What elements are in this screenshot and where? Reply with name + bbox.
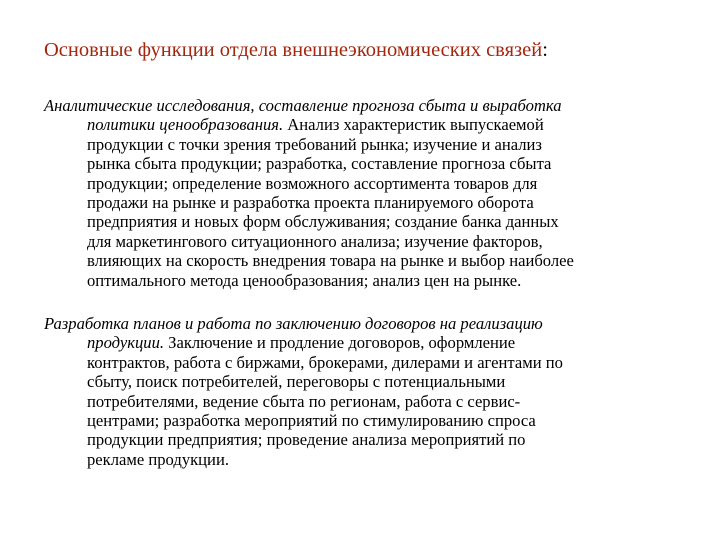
paragraph-line [44, 232, 684, 251]
paragraph-line [44, 115, 684, 134]
paragraph-text: контрактов, работа с биржами, брокерами, дилерами и агентами по [87, 352, 563, 372]
paragraph-line [44, 271, 684, 290]
paragraph-italic-text: Аналитические исследования, составление прогноза сбыта и выработка [44, 96, 562, 115]
paragraph-text: сбыту, поиск потребителей, переговоры с потенциальными [87, 372, 506, 392]
paragraph-text: потребителями, ведение сбыта по регионам, работа с сервис- [87, 391, 521, 411]
paragraph-line [44, 333, 684, 352]
paragraph-line [44, 193, 684, 212]
paragraph-text: продукции предприятия; проведение анализа мероприятий по [87, 430, 526, 450]
paragraph-text: продукции; определение возможного ассортимента товаров для [87, 173, 538, 193]
paragraph-line [44, 372, 684, 391]
paragraph-contracts [44, 314, 684, 469]
paragraph-italic-text: политики ценообразования. [87, 115, 284, 135]
paragraph-line [44, 411, 684, 430]
paragraph-text: оптимального метода ценообразования; анализ цен на рынке. [87, 270, 522, 290]
slide-title-colon: : [542, 39, 548, 61]
paragraph-line [44, 392, 684, 411]
paragraph-line [44, 135, 684, 154]
paragraph-line [44, 314, 684, 333]
paragraph-text: предприятия и новых форм обслуживания; создание банка данных [87, 212, 559, 232]
paragraph-italic-text: Разработка планов и работа по заключению договоров на реализацию [44, 314, 543, 333]
paragraph-text: Анализ характеристик выпускаемой [283, 115, 544, 135]
paragraph-text: для маркетингового ситуационного анализа; изучение факторов, [87, 231, 543, 251]
paragraph-analytics [44, 96, 684, 290]
paragraph-line [44, 212, 684, 231]
paragraph-line [44, 430, 684, 449]
paragraph-line [44, 96, 684, 115]
paragraph-text: продукции с точки зрения требований рынка; изучение и анализ [87, 134, 542, 154]
paragraph-text: рекламе продукции. [87, 449, 229, 469]
paragraph-line [44, 251, 684, 270]
slide-title [44, 37, 684, 63]
paragraph-line [44, 174, 684, 193]
slide-title-text: Основные функции отдела внешнеэкономических связей [44, 39, 543, 61]
paragraph-line [44, 450, 684, 469]
paragraph-text: продажи на рынке и разработка проекта планируемого оборота [87, 193, 534, 213]
paragraph-line [44, 154, 684, 173]
paragraph-text: влияющих на скорость внедрения товара на рынке и выбор наиболее [87, 251, 574, 271]
paragraph-text: Заключение и продление договоров, оформление [164, 333, 516, 353]
paragraph-text: центрами; разработка мероприятий по стимулированию спроса [87, 411, 536, 431]
paragraph-text: рынка сбыта продукции; разработка, составление прогноза сбыта [87, 154, 552, 174]
paragraph-line [44, 353, 684, 372]
paragraph-italic-text: продукции. [87, 333, 165, 353]
